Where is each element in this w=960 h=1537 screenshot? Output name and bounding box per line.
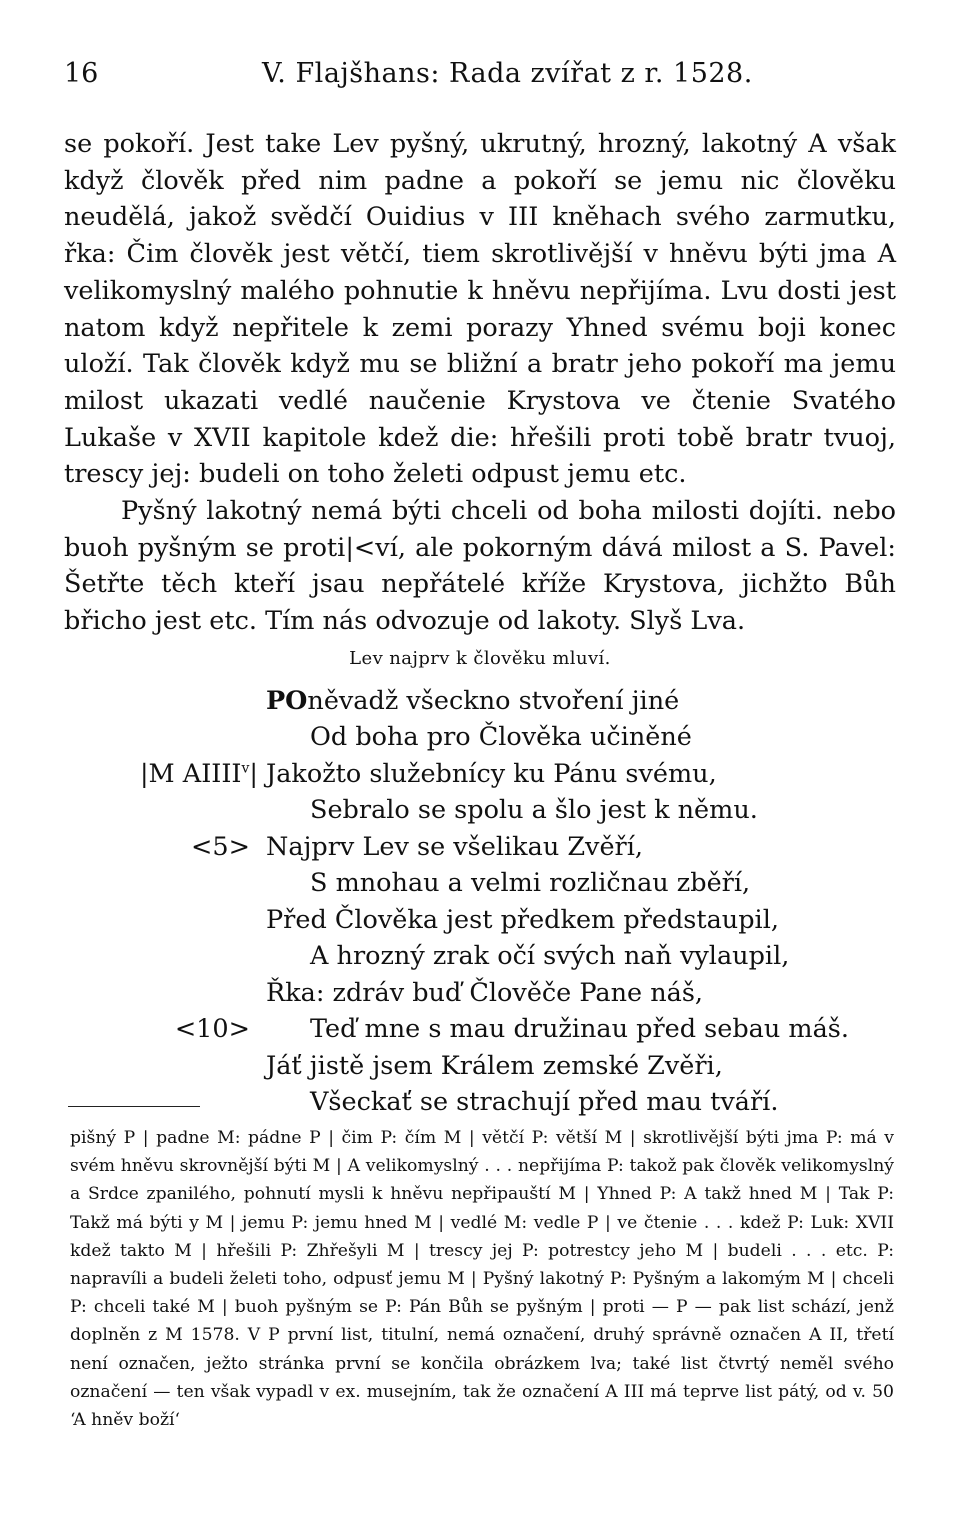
verse-text: Řka: zdráv buď Člověče Pane náš,: [266, 978, 704, 1008]
verse-line: [0, 832, 960, 868]
page-header: [64, 58, 896, 98]
line-number: <10>: [174, 1014, 250, 1044]
verse-text: Od boha pro Člověka učiněné: [310, 722, 692, 752]
footnote-divider: [68, 1106, 200, 1107]
footnote-text: pišný P | padne M: pádne P | čim P: čím M | větčí P: větší M | skrotlivější býti jma P: má v svém hněvu skrovnější býti M | A velikomyslný . . . nepřijíma P: takož pak člověk velikomyslný a Srdce zpanilého, pohnutí mysli k hněvu nepřipauští M | Yhned P: A takž hned M | Tak P: Takž má býti y M | jemu P: jemu hned M | vedlé M: vedle P | ve čtenie . . . kdež P: Luk: XVII kdež takto M | hřešili P: Zhřešyli M | trescy jej P: potrestcy jeho M | budeli . . . etc. P: napravíli a budeli želeti toho, odpusť jemu M | Pyšný lakotný P: Pyšným a lakomým M | chceli P: chceli také M | buoh pyšným se P: Pán Bůh se pyšným | proti — P — pak list schází, jenž doplněn z M 1578. V P první list, titulní, nemá označení, druhý správně označen A II, třetí není označen, ježto stránka první se končila obrázkem lva; také list čtvrtý neměl svého označení — ten však vypadl v ex. musejním, tak že označení A III má teprve list pátý, od v. 50 ‘A hněv boží‘: [70, 1128, 894, 1431]
body-text: [64, 126, 896, 640]
page-number: 16: [64, 58, 99, 89]
verse-text: Sebralo se spolu a šlo jest k němu.: [310, 795, 758, 825]
paragraph: se pokoří. Jest take Lev pyšný, ukrutný, hrozný, lakotný A však když člověk před nim padne a pokoří se jemu nic člověku neudělá, jakož svědčí Ouidius v III kněhach svého zarmutku, řka: Čim člověk jest větčí, tiem skrotlivější v hněvu býti jma A velikomyslný malého pohnutie k hněvu nepřijíma. Lvu dosti jest natom když nepřitele k zemi porazy Yhned svému boji konec uloží. Tak člověk když mu se bližní a bratr jeho pokoří ma jemu milost ukazati vedlé naučenie Krystova ve čtenie Svatého Lukaše v XVII kapitole kdež die: hřešili proti tobě bratr tvuoj, trescy jej: budeli on toho želeti odpust jemu etc.: [64, 129, 896, 490]
footnotes: [70, 1124, 894, 1434]
verse-line: [0, 905, 960, 941]
verse-line: [0, 686, 960, 722]
verse-text: Najprv Lev se všelikau Zvěří,: [266, 832, 644, 862]
verse-line: [0, 759, 960, 795]
line-number: <5>: [191, 832, 250, 862]
running-title: V. Flajšhans: Rada zvířat z r. 1528.: [262, 58, 753, 89]
verse-text: Jakožto služebnícy ku Pánu svému,: [266, 759, 717, 789]
drop-initial: PO: [266, 686, 308, 716]
verse-line: [0, 1014, 960, 1050]
verse-line: [0, 941, 960, 977]
poem-heading: Lev najprv k člověku mluví.: [349, 648, 611, 669]
verse-line: [0, 1087, 960, 1123]
verse-line: [0, 1051, 960, 1087]
verse-text: POněvadž všeckno stvoření jiné: [266, 686, 680, 716]
verse-text: A hrozný zrak očí svých naň vylaupil,: [310, 941, 790, 971]
verse-line: [0, 978, 960, 1014]
verse-text: Teď mne s mau družinau před sebau máš.: [310, 1014, 849, 1044]
verse-line: [0, 868, 960, 904]
paragraph: Pyšný lakotný nemá býti chceli od boha milosti dojíti. nebo buoh pyšným se proti|<ví, ale pokorným dává milost a S. Pavel: Šetřte těch kteří jsau nepřátelé kříže Krystova, jichžto Bůh břicho jest etc. Tím nás odvozuje od lakoty. Slyš Lva.: [64, 496, 896, 637]
verse-text: Všeckať se strachují před mau tváří.: [310, 1087, 779, 1117]
folio-marker: |M AIIII$^v$|: [139, 759, 258, 789]
verse-text: S mnohau a velmi rozličnau zběří,: [310, 868, 751, 898]
verse-text: Jáť jistě jsem Králem zemské Zvěři,: [266, 1051, 723, 1081]
verse-line: [0, 795, 960, 831]
verse-text: Před Člověka jest předkem předstaupil,: [266, 905, 779, 935]
verse-line: [0, 722, 960, 758]
